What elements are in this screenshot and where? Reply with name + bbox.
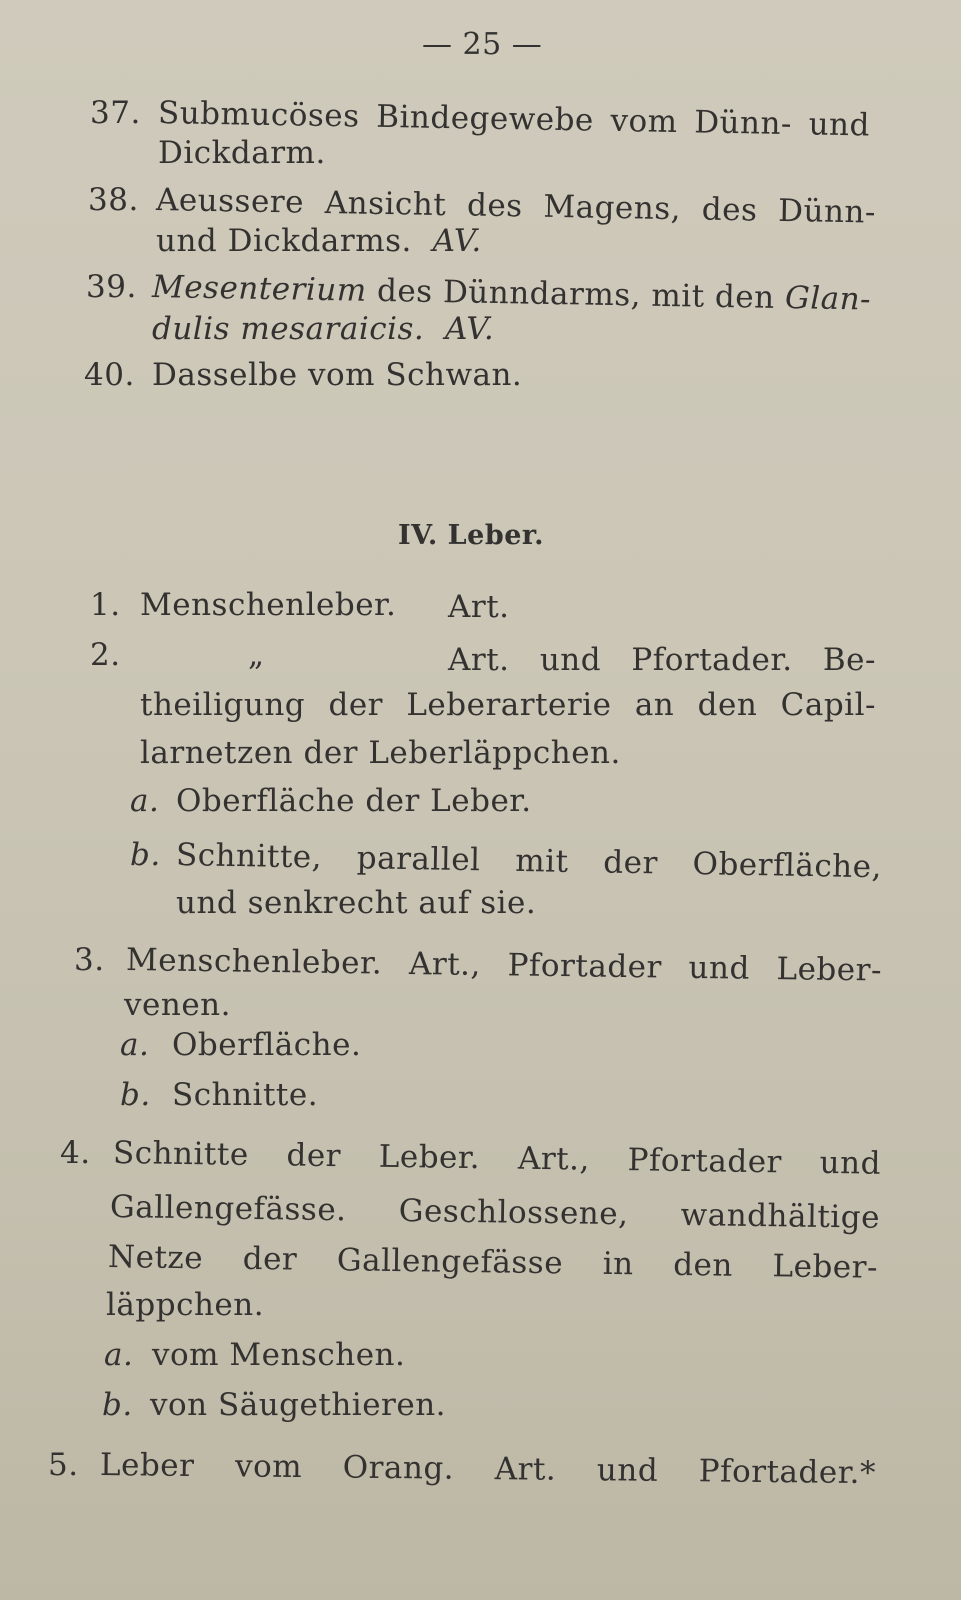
- text: und Dickdarms.: [156, 223, 412, 259]
- label: b.: [130, 837, 161, 873]
- label: b.: [102, 1387, 133, 1423]
- item-text: Leber vom Orang. Art. und Pfortader.*: [99, 1447, 877, 1492]
- item-text: Aeussere Ansicht des Magens, des Dünn-: [155, 182, 877, 231]
- sub-label: [120, 1077, 151, 1113]
- latin-term: dulis mesaraicis.: [152, 311, 425, 347]
- label: a.: [104, 1337, 134, 1373]
- sub-text: vom Menschen.: [152, 1337, 406, 1373]
- item-text: Art. und Pfortader. Be-: [448, 642, 876, 678]
- sub-text: Oberfläche.: [172, 1027, 362, 1063]
- item-number: 4.: [60, 1135, 91, 1171]
- label: a.: [130, 783, 160, 819]
- item-number: 5.: [48, 1447, 79, 1483]
- text: des Dünndarms, mit den: [376, 272, 775, 316]
- ditto-mark: „: [248, 637, 265, 673]
- sub-text: Oberfläche der Leber.: [176, 783, 532, 819]
- sub-text: Schnitte.: [172, 1077, 319, 1113]
- page-number: — 25 —: [422, 27, 543, 62]
- item-text: Menschenleber.: [140, 587, 397, 623]
- latin-term: Glan-: [784, 280, 872, 318]
- sub-text: Schnitte, parallel mit der Oberfläche,: [175, 837, 883, 886]
- sub-label: [130, 783, 160, 819]
- item-number: 40.: [84, 357, 135, 393]
- item-text: Dasselbe vom Schwan.: [152, 357, 523, 393]
- item-text: larnetzen der Leberläppchen.: [140, 735, 621, 771]
- latin-term: Mesenterium: [151, 269, 368, 309]
- abbr: AV.: [445, 311, 495, 347]
- sub-label: [130, 837, 161, 873]
- item-text: Netze der Gallengefässe in den Leber-: [107, 1239, 879, 1286]
- item-text: [156, 223, 482, 259]
- sub-label: [102, 1387, 133, 1423]
- item-text: Menschenleber. Art., Pfortader und Leber-: [125, 942, 883, 989]
- item-number: 2.: [90, 637, 121, 673]
- item-text: Submucöses Bindegewebe vom Dünn- und: [157, 95, 871, 144]
- item-text: Gallengefässe. Geschlossene, wandhältige: [109, 1189, 881, 1236]
- item-number: 39.: [86, 269, 137, 305]
- item-number: 38.: [88, 182, 139, 218]
- item-number: 3.: [74, 942, 105, 978]
- abbr: AV.: [432, 223, 482, 259]
- item-text: [152, 311, 495, 347]
- sub-label: [120, 1027, 150, 1063]
- item-text: läppchen.: [106, 1287, 265, 1323]
- item-text: Dickdarm.: [158, 135, 326, 171]
- item-number: 37.: [90, 95, 141, 131]
- item-text: [151, 269, 872, 318]
- item-text: Schnitte der Leber. Art., Pfortader und: [112, 1135, 882, 1182]
- sub-text: und senkrecht auf sie.: [176, 885, 537, 921]
- item-text: venen.: [124, 987, 231, 1023]
- label: b.: [120, 1077, 151, 1113]
- label: a.: [120, 1027, 150, 1063]
- sub-label: [104, 1337, 134, 1373]
- section-heading: IV. Leber.: [398, 520, 545, 551]
- item-text: theiligung der Leberarterie an den Capil-: [140, 687, 876, 723]
- item-text: Art.: [448, 589, 510, 625]
- sub-text: von Säugethieren.: [150, 1387, 447, 1423]
- item-number: 1.: [90, 587, 121, 623]
